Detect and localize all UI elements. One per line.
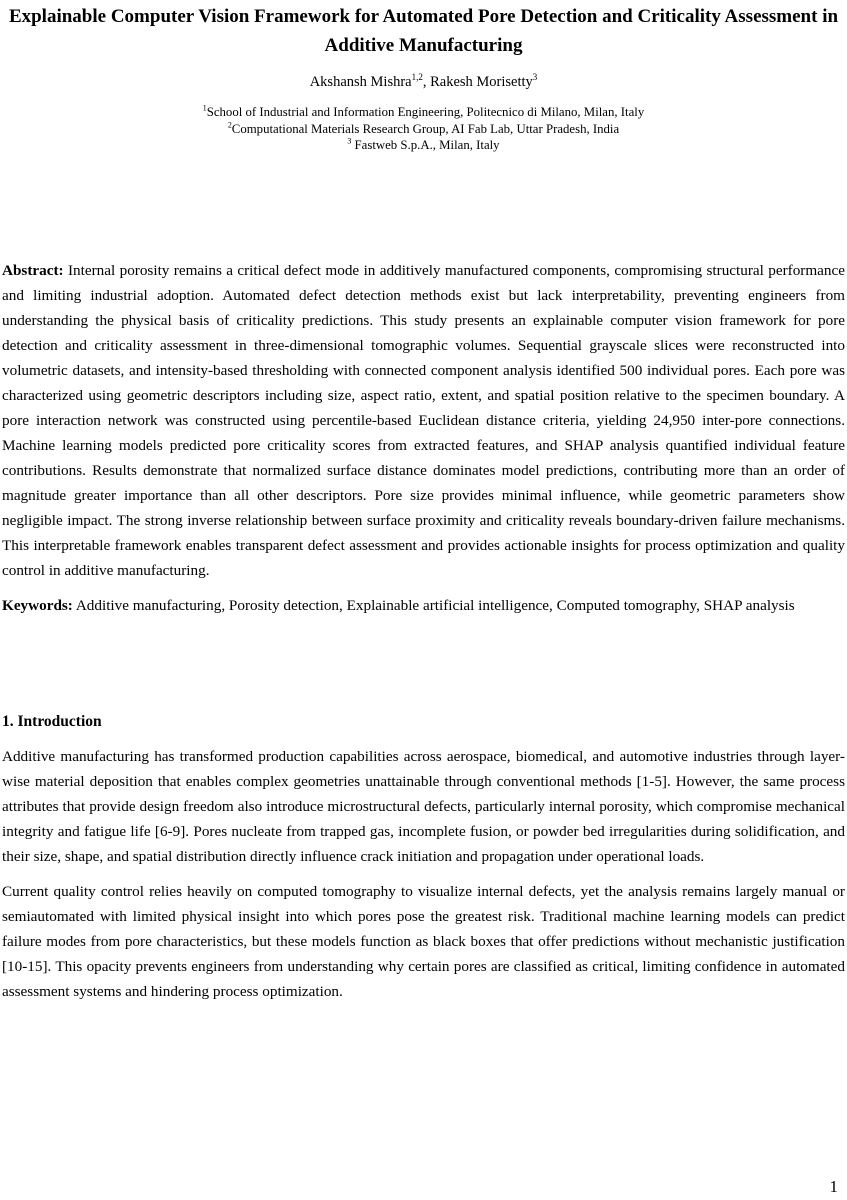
author-separator: , <box>422 74 431 90</box>
introduction-paragraph-1: Additive manufacturing has transformed production capabilities across aerospace, biomedical, and automotive industries through layer-wise material deposition that enables complex geometries unattainable through conventional methods [1-5]. However, the same process attributes that provide design freedom also introduce microstructural defects, particularly internal porosity, which compromise mechanical integrity and fatigue life [6-9]. Pores nucleate from trapped gas, incomplete fusion, or powder bed irregularities during solidification, and their size, shape, and spatial distribution directly influence crack initiation and propagation under operational loads. <box>2 747 845 865</box>
affiliation-text: Computational Materials Research Group, AI Fab Lab, Uttar Pradesh, India <box>231 121 620 136</box>
introduction-paragraph-2: Current quality control relies heavily on computed tomography to visualize internal defects, yet the analysis remains largely manual or semiautomated with limited physical insight into which pores pose the greatest risk. Traditional machine learning models can predict failure modes from pore characteristics, but these models function as black boxes that offer predictions without mechanistic justification [10-15]. This opacity prevents engineers from understanding why certain pores are classified as critical, limiting confidence in automated assessment systems and hindering process optimization. <box>2 882 845 1000</box>
author-affiliation-marker: 1,2 <box>411 72 423 83</box>
author-name: Rakesh Morisetty <box>430 74 533 90</box>
author <box>430 74 537 90</box>
page-number: 1 <box>829 1177 838 1196</box>
authors-line <box>2 72 845 92</box>
abstract-text: Internal porosity remains a critical defect mode in additively manufactured components, compromising structural performance and limiting industrial adoption. Automated defect detection methods exist but lack interpretability, preventing engineers from understanding the physical basis of criticality predictions. This study presents an explainable computer vision framework for pore detection and criticality assessment in three-dimensional tomographic volumes. Sequential grayscale slices were reconstructed into volumetric datasets, and intensity-based thresholding with connected component analysis identified 500 individual pores. Each pore was characterized using geometric descriptors including size, aspect ratio, extent, and spatial position relative to the specimen boundary. A pore interaction network was constructed using percentile-based Euclidean distance criteria, yielding 24,950 inter-pore connections. Machine learning models predicted pore criticality scores from extracted features, and SHAP analysis quantified individual feature contributions. Results demonstrate that normalized surface distance dominates model predictions, contributing more than an order of magnitude greater importance than all other descriptors. Pore size provides minimal influence, while geometric parameters show negligible impact. The strong inverse relationship between surface proximity and criticality reveals boundary-driven failure mechanisms. This interpretable framework enables transparent defect assessment and provides actionable insights for process optimization and quality control in additive manufacturing. <box>2 261 845 579</box>
keywords-label: Keywords: <box>2 596 73 614</box>
paper-title: Explainable Computer Vision Framework for Automated Pore Detection and Criticality Assessment in Additive Manufacturing <box>8 6 839 56</box>
affiliation-line <box>2 121 845 138</box>
affiliation-marker: 1 <box>202 103 207 113</box>
author-affiliation-marker: 3 <box>532 72 538 83</box>
affiliation-marker: 2 <box>227 120 232 130</box>
affiliation-line <box>2 104 845 121</box>
keywords-paragraph <box>2 593 845 618</box>
abstract-paragraph <box>2 258 845 583</box>
author-name: Akshansh Mishra <box>309 74 412 90</box>
affiliation-marker: 3 <box>347 136 352 146</box>
affiliation-text: Fastweb S.p.A., Milan, Italy <box>351 138 500 152</box>
keywords-text: Additive manufacturing, Porosity detection, Explainable artificial intelligence, Computed tomography, SHAP analysis <box>72 596 795 614</box>
author <box>310 74 423 90</box>
section-heading-introduction: 1. Introduction <box>2 712 102 730</box>
affiliation-line <box>2 137 845 154</box>
affiliation-text: School of Industrial and Information Engineering, Politecnico di Milano, Milan, Italy <box>206 105 645 119</box>
affiliations-list <box>2 104 845 154</box>
abstract-label: Abstract: <box>2 261 64 279</box>
